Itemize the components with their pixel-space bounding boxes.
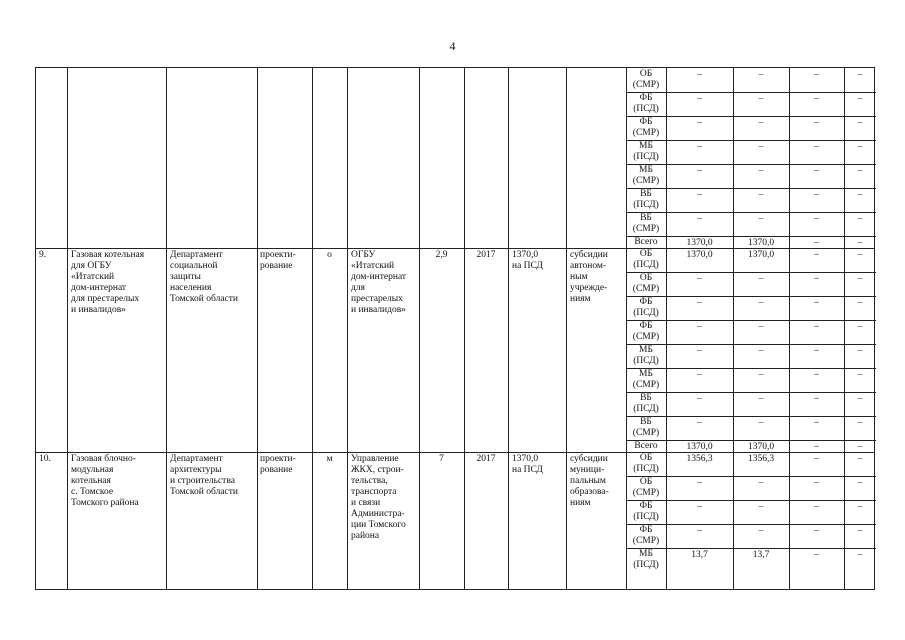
funding-value: – (857, 454, 863, 464)
cell-form: субсидии автоном- ным учрежде- ниям (570, 250, 608, 304)
funding-value: – (814, 70, 819, 80)
funding-source: ВБ (ПСД) (633, 393, 659, 414)
funding-source: ОБ (СМР) (632, 273, 660, 294)
funding-value: – (697, 190, 702, 200)
funding-value: – (814, 442, 819, 452)
funding-value: – (758, 274, 764, 284)
cell-stage: проекти- рование (260, 454, 296, 475)
funding-value: – (857, 502, 863, 512)
funding-value: – (857, 298, 863, 308)
funding-value: – (814, 394, 819, 404)
funding-value: 1370,0 (747, 442, 775, 452)
funding-source: ОБ (ПСД) (633, 453, 659, 474)
funding-value: – (814, 550, 819, 560)
cell-object: Газовая блочно- модульная котельная с. Томское Томского района (71, 454, 139, 508)
cell-stage: проекти- рование (260, 250, 296, 271)
funding-value: – (857, 442, 863, 452)
funding-value: – (857, 94, 863, 104)
column-rule (312, 68, 313, 589)
funding-value: – (814, 118, 819, 128)
funding-value: – (697, 298, 702, 308)
funding-value: – (697, 502, 702, 512)
row-rule (36, 248, 874, 249)
funding-value: – (697, 478, 702, 488)
cell-mark: м (326, 454, 333, 464)
funding-value: – (857, 142, 863, 152)
program-table (35, 67, 875, 590)
column-rule (464, 68, 465, 589)
funding-source: МБ (СМР) (632, 165, 660, 186)
funding-value: – (857, 322, 863, 332)
cell-capacity: 7 (439, 454, 444, 464)
funding-source: ФБ (ПСД) (633, 297, 659, 318)
funding-value: 1370,0 (747, 250, 775, 260)
funding-value: – (814, 346, 819, 356)
funding-value: – (697, 526, 702, 536)
funding-source: ВБ (ПСД) (633, 189, 659, 210)
funding-value: – (814, 370, 819, 380)
funding-source: ФБ (СМР) (632, 525, 660, 546)
cell-customer: Департамент социальной защиты населения Томской области (170, 250, 238, 304)
funding-value: – (697, 322, 702, 332)
funding-value: – (857, 418, 863, 428)
cell-customer: Департамент архитектуры и строительства Томской области (170, 454, 238, 497)
funding-value: – (758, 214, 764, 224)
funding-value: 1370,0 (686, 442, 713, 452)
cell-cost: 1370,0 на ПСД (512, 250, 543, 271)
funding-value: – (857, 70, 863, 80)
funding-value: – (697, 346, 702, 356)
cell-year: 2017 (476, 454, 496, 464)
column-rule (508, 68, 509, 589)
funding-value: – (697, 370, 702, 380)
column-rule (166, 68, 167, 589)
funding-value: – (814, 298, 819, 308)
funding-value: – (857, 370, 863, 380)
funding-source: ВБ (СМР) (632, 213, 660, 234)
funding-value: – (857, 166, 863, 176)
funding-value: 1370,0 (686, 238, 713, 248)
funding-value: – (697, 166, 702, 176)
funding-value: 13,7 (752, 550, 770, 560)
funding-source: ФБ (СМР) (632, 117, 660, 138)
funding-value: – (758, 526, 764, 536)
row-rule (36, 452, 874, 453)
funding-value: – (814, 94, 819, 104)
cell-mark: о (327, 250, 332, 260)
funding-value: – (697, 94, 702, 104)
column-rule (257, 68, 258, 589)
funding-value: – (814, 322, 819, 332)
funding-value: – (758, 70, 764, 80)
funding-source: МБ (ПСД) (633, 345, 659, 366)
funding-value: 1370,0 (686, 250, 713, 260)
funding-value: – (814, 478, 819, 488)
funding-value: – (814, 214, 819, 224)
funding-value: – (697, 418, 702, 428)
cell-form: субсидии муници- пальным образова- ниям (570, 454, 609, 508)
funding-value: – (857, 394, 863, 404)
funding-value: – (857, 550, 863, 560)
funding-value: – (758, 478, 764, 488)
funding-value: 1370,0 (747, 238, 775, 248)
funding-value: – (697, 394, 702, 404)
funding-value: 1356,3 (747, 454, 775, 464)
funding-source: ФБ (СМР) (632, 321, 660, 342)
funding-source: Всего (634, 441, 658, 451)
column-rule (67, 68, 68, 589)
funding-value: – (814, 526, 819, 536)
funding-source: МБ (СМР) (632, 369, 660, 390)
funding-value: – (758, 394, 764, 404)
funding-value: – (857, 526, 863, 536)
funding-value: – (857, 274, 863, 284)
cell-cost: 1370,0 на ПСД (512, 454, 543, 475)
funding-value: – (814, 502, 819, 512)
funding-value: – (758, 298, 764, 308)
funding-value: – (814, 238, 819, 248)
funding-value: – (758, 322, 764, 332)
funding-value: – (857, 250, 863, 260)
funding-value: – (758, 94, 764, 104)
cell-recipient: Управление ЖКХ, строи- тельства, транспорта и связи Администра- ции Томского района (351, 454, 406, 541)
funding-value: – (697, 214, 702, 224)
funding-value: – (697, 70, 702, 80)
cell-num: 9. (39, 250, 47, 260)
funding-value: – (758, 190, 764, 200)
column-rule (347, 68, 348, 589)
funding-value: 13,7 (691, 550, 708, 560)
funding-source: ВБ (СМР) (632, 417, 660, 438)
funding-value: – (857, 190, 863, 200)
funding-source: ОБ (СМР) (632, 69, 660, 90)
funding-value: 1356,3 (686, 454, 713, 464)
funding-value: – (758, 166, 764, 176)
funding-value: – (697, 142, 702, 152)
funding-value: – (758, 370, 764, 380)
funding-value: – (814, 454, 819, 464)
funding-value: – (814, 250, 819, 260)
cell-year: 2017 (476, 250, 496, 260)
funding-value: – (697, 274, 702, 284)
funding-source: ОБ (СМР) (632, 477, 660, 498)
funding-source: ФБ (ПСД) (633, 93, 659, 114)
funding-value: – (857, 118, 863, 128)
funding-source: МБ (ПСД) (633, 549, 659, 570)
funding-value: – (758, 142, 764, 152)
cell-recipient: ОГБУ «Итатский дом-интернат для престарелых и инвалидов» (351, 250, 407, 315)
cell-capacity: 2,9 (435, 250, 448, 260)
funding-source: Всего (634, 237, 658, 247)
funding-value: – (758, 418, 764, 428)
funding-value: – (814, 274, 819, 284)
funding-value: – (814, 166, 819, 176)
funding-value: – (814, 190, 819, 200)
funding-value: – (758, 346, 764, 356)
funding-value: – (758, 502, 764, 512)
funding-value: – (857, 238, 863, 248)
funding-source: ФБ (ПСД) (633, 501, 659, 522)
funding-value: – (857, 214, 863, 224)
funding-value: – (814, 142, 819, 152)
funding-value: – (857, 478, 863, 488)
funding-source: ОБ (ПСД) (633, 249, 659, 270)
funding-value: – (697, 118, 702, 128)
funding-value: – (857, 346, 863, 356)
cell-num: 10. (39, 454, 51, 464)
funding-value: – (758, 118, 764, 128)
page-number: 4 (449, 39, 456, 53)
column-rule (566, 68, 567, 589)
funding-source: МБ (ПСД) (633, 141, 659, 162)
funding-value: – (814, 418, 819, 428)
column-rule (419, 68, 420, 589)
cell-object: Газовая котельная для ОГБУ «Итатский дом-интернат для престарелых и инвалидов» (71, 250, 145, 315)
